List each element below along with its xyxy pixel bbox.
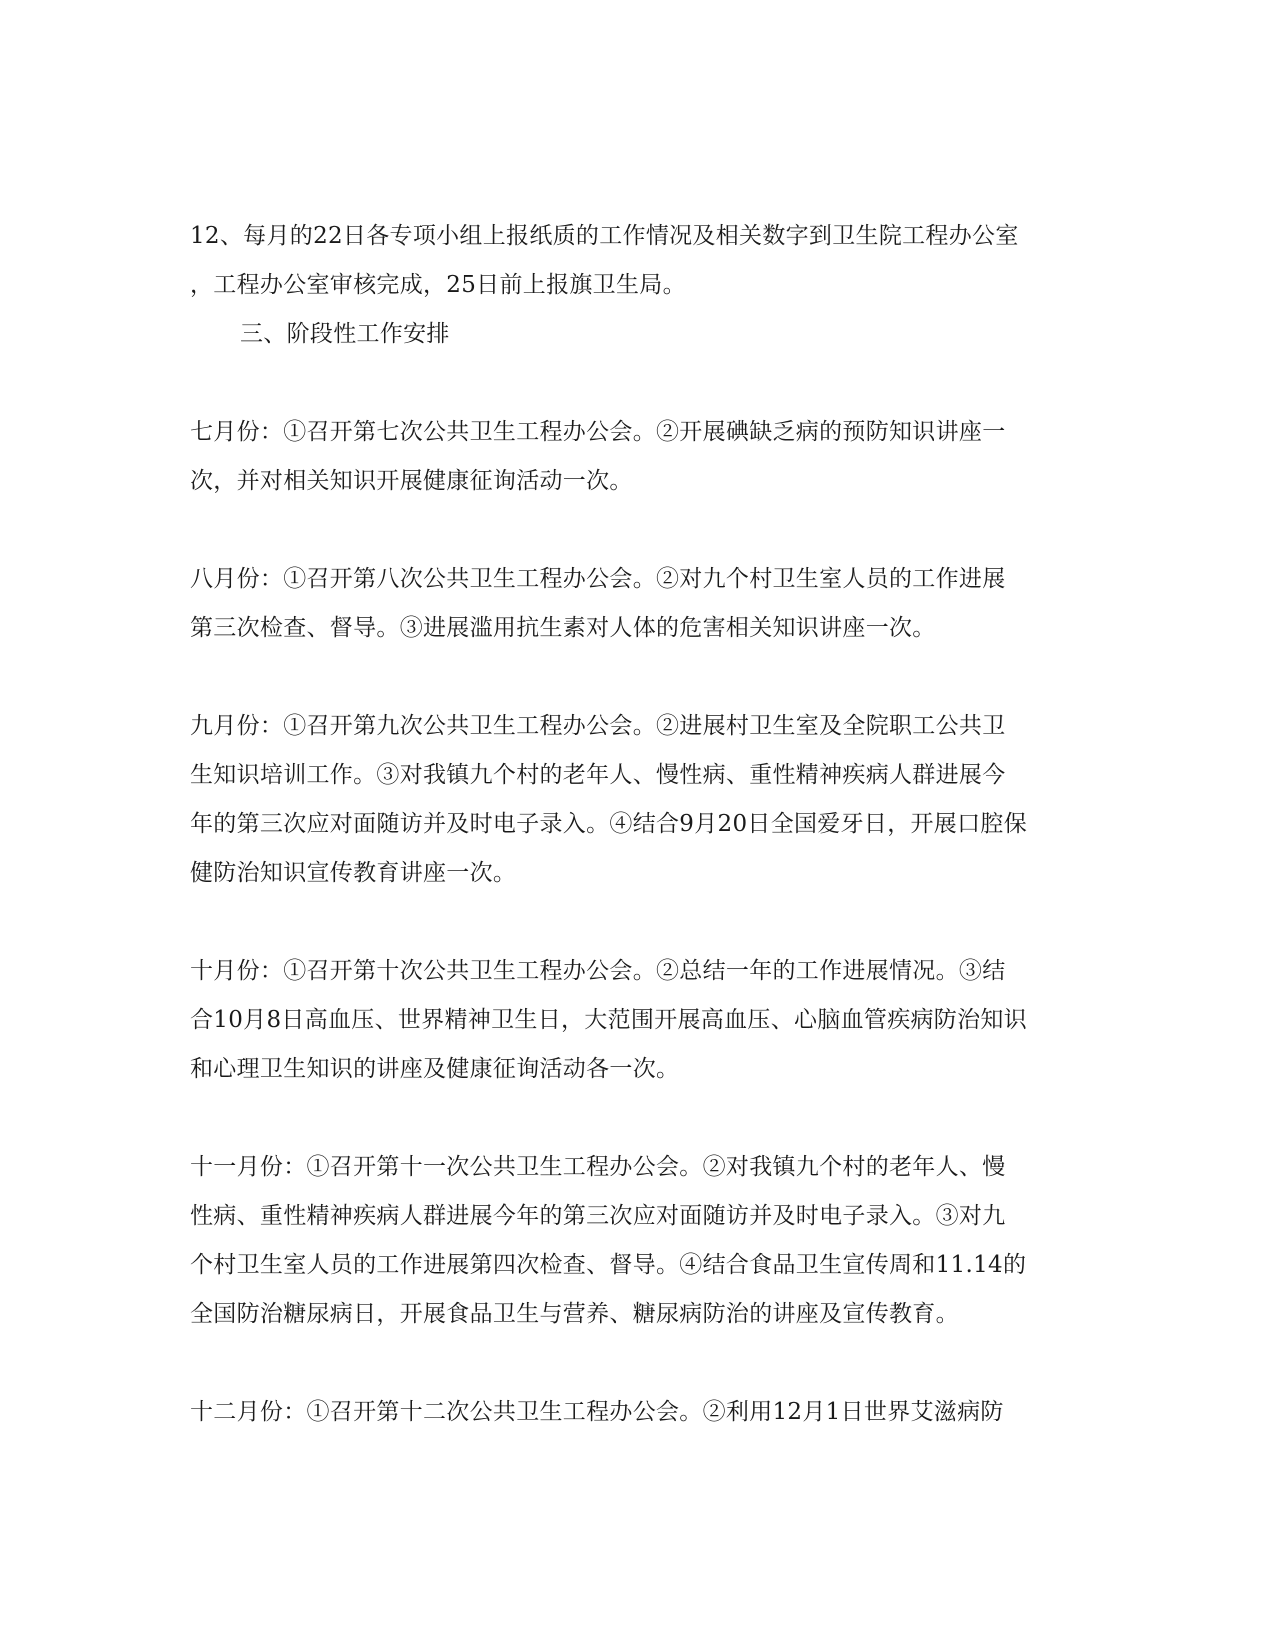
paragraph-december: [190, 1388, 1090, 1437]
text-line: 十一月份：①召开第十一次公共卫生工程办公会。②对我镇九个村的老年人、慢: [190, 1154, 1006, 1180]
paragraph-spacer: [190, 359, 1090, 408]
text-line: 12、每月的22日各专项小组上报纸质的工作情况及相关数字到卫生院工程办公室: [190, 223, 1019, 249]
text-line: 七月份：①召开第七次公共卫生工程办公会。②开展碘缺乏病的预防知识讲座一: [190, 419, 1006, 445]
text-line: 个村卫生室人员的工作进展第四次检查、督导。④结合食品卫生宣传周和11.14的: [190, 1252, 1027, 1278]
text-line: 性病、重性精神疾病人群进展今年的第三次应对面随访并及时电子录入。③对九: [190, 1203, 1006, 1229]
text-line: ，工程办公室审核完成，25日前上报旗卫生局。: [190, 272, 686, 298]
text-line: 次，并对相关知识开展健康征询活动一次。: [190, 468, 633, 494]
paragraph-july: [190, 408, 1090, 506]
paragraph-spacer: [190, 506, 1090, 555]
text-line: 十二月份：①召开第十二次公共卫生工程办公会。②利用12月1日世界艾滋病防: [190, 1399, 1004, 1425]
text-line: 健防治知识宣传教育讲座一次。: [190, 860, 517, 886]
paragraph-spacer: [190, 653, 1090, 702]
text-line: 全国防治糖尿病日，开展食品卫生与营养、糖尿病防治的讲座及宣传教育。: [190, 1301, 959, 1327]
document-body: [190, 212, 1090, 1437]
text-line: 九月份：①召开第九次公共卫生工程办公会。②进展村卫生室及全院职工公共卫: [190, 713, 1006, 739]
paragraph-november: [190, 1143, 1090, 1339]
paragraph-spacer: [190, 1094, 1090, 1143]
paragraph-august: [190, 555, 1090, 653]
paragraph-item-12: [190, 212, 1090, 310]
paragraph-october: [190, 947, 1090, 1094]
text-line: 十月份：①召开第十次公共卫生工程办公会。②总结一年的工作进展情况。③结: [190, 958, 1006, 984]
paragraph-spacer: [190, 898, 1090, 947]
text-line: 年的第三次应对面随访并及时电子录入。④结合9月20日全国爱牙日，开展口腔保: [190, 811, 1027, 837]
paragraph-september: [190, 702, 1090, 898]
text-line: 八月份：①召开第八次公共卫生工程办公会。②对九个村卫生室人员的工作进展: [190, 566, 1006, 592]
text-line: 和心理卫生知识的讲座及健康征询活动各一次。: [190, 1056, 680, 1082]
paragraph-spacer: [190, 1339, 1090, 1388]
text-line: 合10月8日高血压、世界精神卫生日，大范围开展高血压、心脑血管疾病防治知识: [190, 1007, 1027, 1033]
section-heading: 三、阶段性工作安排: [240, 321, 450, 347]
text-line: 生知识培训工作。③对我镇九个村的老年人、慢性病、重性精神疾病人群进展今: [190, 762, 1006, 788]
text-line: 第三次检查、督导。③进展滥用抗生素对人体的危害相关知识讲座一次。: [190, 615, 936, 641]
